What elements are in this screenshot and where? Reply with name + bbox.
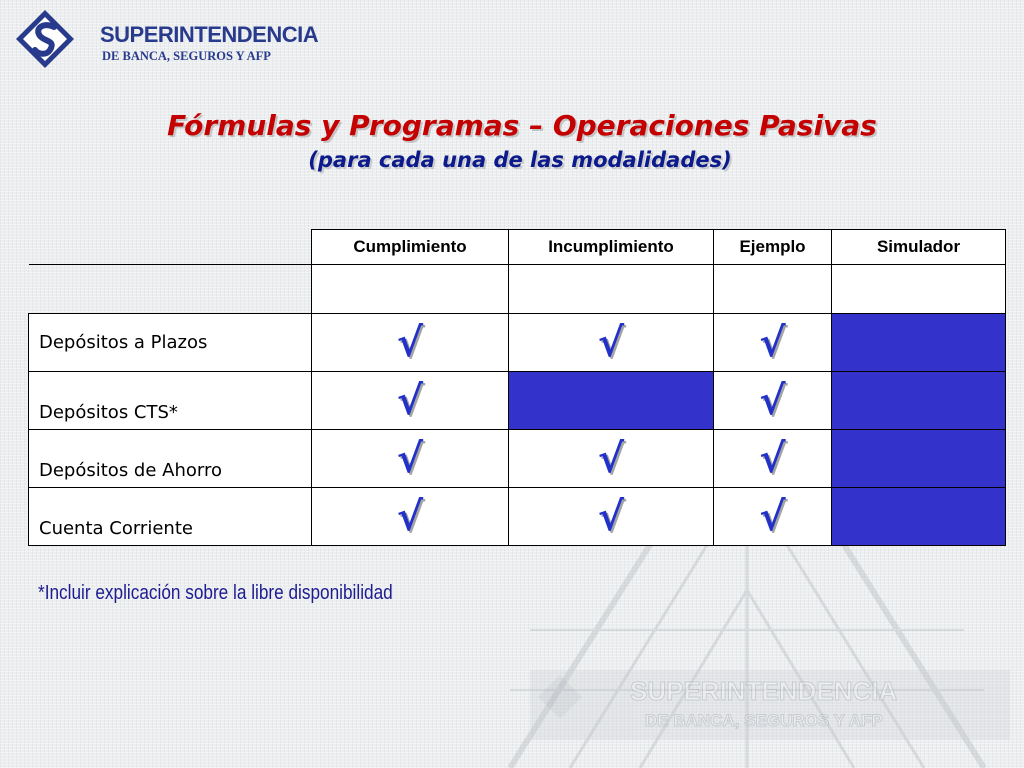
table-row (29, 314, 1006, 372)
logo-line1: SUPERINTENDENCIA (100, 22, 319, 47)
logo-line2: DE BANCA, SEGUROS Y AFP (102, 49, 271, 63)
check-icon: √ (759, 492, 786, 540)
cell-cumplimiento (312, 488, 509, 546)
cell-ejemplo (714, 488, 832, 546)
page-subtitle: (para cada una de las modalidades) (308, 148, 732, 172)
cell-ejemplo (714, 314, 832, 372)
table-header-row (29, 230, 1006, 265)
header-incumplimiento: Incumplimiento (509, 230, 714, 265)
check-icon: √ (597, 318, 625, 366)
cell-simulador (832, 372, 1006, 430)
cell-incumplimiento (509, 488, 714, 546)
spacer-cell (312, 265, 509, 314)
table-spacer-row (29, 265, 1006, 314)
row-label-depositos-ahorro: Depósitos de Ahorro (29, 430, 312, 488)
spacer-cell (832, 265, 1006, 314)
check-icon: √ (396, 492, 424, 540)
cell-cumplimiento (312, 314, 509, 372)
sbs-logo-icon (14, 8, 76, 70)
cell-simulador (832, 430, 1006, 488)
cell-incumplimiento (509, 372, 714, 430)
table-row (29, 372, 1006, 430)
header-simulador: Simulador (832, 230, 1006, 265)
cell-simulador (832, 488, 1006, 546)
table-corner (29, 230, 312, 265)
cell-incumplimiento (509, 430, 714, 488)
table-row (29, 488, 1006, 546)
cell-simulador (832, 314, 1006, 372)
cell-cumplimiento (312, 430, 509, 488)
row-label-depositos-plazos: Depósitos a Plazos (29, 314, 312, 372)
cell-ejemplo (714, 430, 832, 488)
spacer-cell (29, 265, 312, 314)
check-icon: √ (759, 434, 786, 482)
page-title: Fórmulas y Programas – Operaciones Pasivas (167, 109, 877, 142)
check-icon: √ (396, 376, 424, 424)
cell-incumplimiento (509, 314, 714, 372)
check-icon: √ (759, 376, 786, 424)
table-row (29, 430, 1006, 488)
header-cumplimiento: Cumplimiento (312, 230, 509, 265)
footnote: *Incluir explicación sobre la libre disponibilidad (38, 582, 393, 604)
check-icon: √ (396, 318, 424, 366)
check-icon: √ (759, 318, 786, 366)
check-icon: √ (396, 434, 424, 482)
spacer-cell (509, 265, 714, 314)
row-label-cuenta-corriente: Cuenta Corriente (29, 488, 312, 546)
modalities-table (28, 229, 1005, 546)
sbs-logo (14, 8, 319, 74)
cell-cumplimiento (312, 372, 509, 430)
watermark-text-2: DE BANCA, SEGUROS Y AFP (645, 711, 883, 730)
header-ejemplo: Ejemplo (714, 230, 832, 265)
check-icon: √ (597, 434, 625, 482)
check-icon: √ (597, 492, 625, 540)
cell-ejemplo (714, 372, 832, 430)
watermark-text-1: SUPERINTENDENCIA (630, 676, 898, 706)
spacer-cell (714, 265, 832, 314)
row-label-depositos-cts: Depósitos CTS* (29, 372, 312, 430)
